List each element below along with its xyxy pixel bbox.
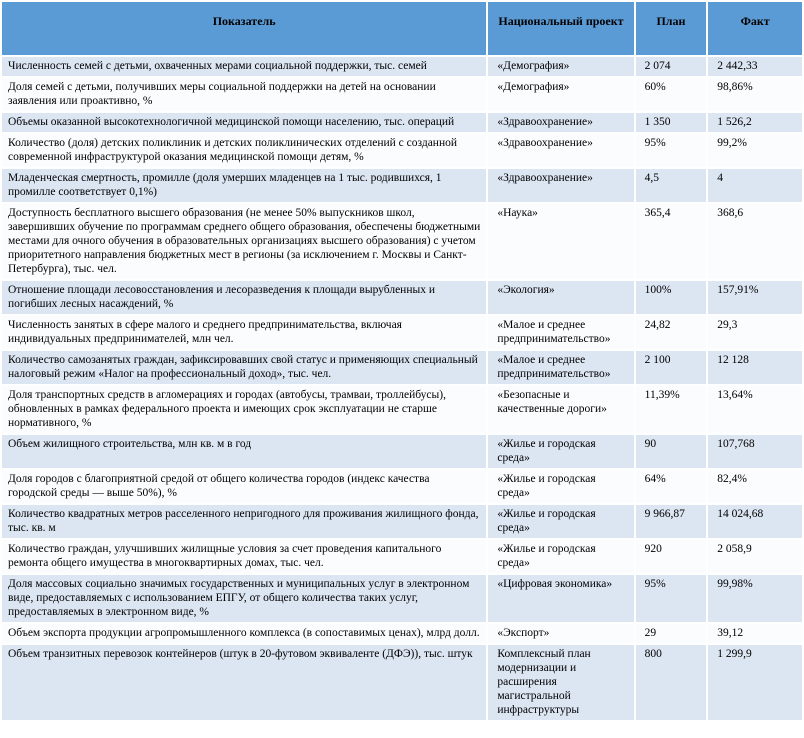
project-cell: «Экспорт» [488,624,633,643]
project-cell: «Экология» [488,281,633,314]
table-row [2,169,802,202]
table-row [2,386,802,433]
fact-cell: 368,6 [708,204,802,279]
fact-cell: 99,2% [708,134,802,167]
fact-cell: 13,64% [708,386,802,433]
header-row [2,2,802,55]
fact-cell: 39,12 [708,624,802,643]
column-header-fact: Факт [708,2,802,55]
project-cell: «Здравоохранение» [488,169,633,202]
project-cell: «Цифровая экономика» [488,575,633,622]
column-header-national-project: Национальный проект [488,2,633,55]
project-cell: «Малое и среднее предпринимательство» [488,351,633,384]
indicator-cell: Доступность бесплатного высшего образования (не менее 50% выпускников школ, завершивших обучение по программам среднего общего образования, обеспечены бюджетными местами для очного обучения в образовательных организациях высшего образования) с учетом приоритетного направления бюджетных мест в регионы (за исключением г. Москвы и Санкт-Петербурга), тыс. чел. [2,204,486,279]
plan-cell: 64% [636,470,707,503]
table-body [2,57,802,720]
fact-cell: 1 299,9 [708,645,802,720]
table-row [2,351,802,384]
project-cell: «Демография» [488,57,633,76]
fact-cell: 98,86% [708,78,802,111]
project-cell: «Безопасные и качественные дороги» [488,386,633,433]
table-row [2,57,802,76]
project-cell: «Жилье и городская среда» [488,505,633,538]
plan-cell: 95% [636,134,707,167]
column-header-indicator: Показатель [2,2,486,55]
plan-cell: 60% [636,78,707,111]
indicator-cell: Доля городов с благоприятной средой от общего количества городов (индекс качества городской среды — выше 50%), % [2,470,486,503]
table-row [2,281,802,314]
indicator-cell: Количество самозанятых граждан, зафиксировавших свой статус и применяющих специальный налоговый режим «Налог на профессиональный доход», тыс. чел. [2,351,486,384]
project-cell: «Жилье и городская среда» [488,540,633,573]
fact-cell: 14 024,68 [708,505,802,538]
fact-cell: 99,98% [708,575,802,622]
plan-cell: 24,82 [636,316,707,349]
plan-cell: 11,39% [636,386,707,433]
plan-cell: 100% [636,281,707,314]
table-row [2,505,802,538]
table-row [2,540,802,573]
table-row [2,645,802,720]
table-row [2,113,802,132]
table-row [2,78,802,111]
plan-cell: 95% [636,575,707,622]
indicator-cell: Численность занятых в сфере малого и среднего предпринимательства, включая индивидуальных предпринимателей, млн чел. [2,316,486,349]
project-cell: «Демография» [488,78,633,111]
table-row [2,624,802,643]
plan-cell: 2 074 [636,57,707,76]
plan-cell: 920 [636,540,707,573]
fact-cell: 2 058,9 [708,540,802,573]
fact-cell: 157,91% [708,281,802,314]
plan-cell: 800 [636,645,707,720]
plan-cell: 29 [636,624,707,643]
project-cell: «Жилье и городская среда» [488,435,633,468]
fact-cell: 1 526,2 [708,113,802,132]
table-row [2,575,802,622]
table-row [2,470,802,503]
table-row [2,204,802,279]
plan-cell: 1 350 [636,113,707,132]
indicator-cell: Численность семей с детьми, охваченных мерами социальной поддержки, тыс. семей [2,57,486,76]
plan-cell: 9 966,87 [636,505,707,538]
project-cell: «Малое и среднее предпринимательство» [488,316,633,349]
plan-cell: 90 [636,435,707,468]
project-cell: Комплексный план модернизации и расширения магистральной инфраструктуры [488,645,633,720]
table-row [2,316,802,349]
indicator-cell: Количество квадратных метров расселенного непригодного для проживания жилищного фонда, тыс. кв. м [2,505,486,538]
fact-cell: 4 [708,169,802,202]
indicator-cell: Доля семей с детьми, получивших меры социальной поддержки на детей на основании заявления или проактивно, % [2,78,486,111]
plan-cell: 4,5 [636,169,707,202]
indicator-cell: Объем транзитных перевозок контейнеров (штук в 20-футовом эквиваленте (ДФЭ)), тыс. штук [2,645,486,720]
fact-cell: 29,3 [708,316,802,349]
project-cell: «Наука» [488,204,633,279]
table-row [2,134,802,167]
indicator-cell: Младенческая смертность, промилле (доля умерших младенцев на 1 тыс. родившихся, 1 промилле соответствует 0,1%) [2,169,486,202]
column-header-plan: План [636,2,707,55]
project-cell: «Здравоохранение» [488,113,633,132]
indicator-cell: Доля массовых социально значимых государственных и муниципальных услуг в электронном виде, предоставляемых с использованием ЕПГУ, от общего количества таких услуг, предоставляемых в электронном виде, % [2,575,486,622]
indicator-cell: Количество (доля) детских поликлиник и детских поликлинических отделений с созданной современной инфраструктурой оказания медицинской помощи детям, % [2,134,486,167]
indicator-cell: Объемы оказанной высокотехнологичной медицинской помощи населению, тыс. операций [2,113,486,132]
project-cell: «Жилье и городская среда» [488,470,633,503]
indicator-cell: Объем экспорта продукции агропромышленного комплекса (в сопоставимых ценах), млрд долл. [2,624,486,643]
fact-cell: 82,4% [708,470,802,503]
indicator-cell: Отношение площади лесовосстановления и лесоразведения к площади вырубленных и погибших лесных насаждений, % [2,281,486,314]
indicator-cell: Объем жилищного строительства, млн кв. м в год [2,435,486,468]
fact-cell: 2 442,33 [708,57,802,76]
table-row [2,435,802,468]
indicator-cell: Доля транспортных средств в агломерациях и городах (автобусы, трамваи, троллейбусы), обновленных в рамках федерального проекта и имеющих срок эксплуатации не старше нормативного, % [2,386,486,433]
plan-cell: 365,4 [636,204,707,279]
indicator-cell: Количество граждан, улучшивших жилищные условия за счет проведения капитального ремонта общего имущества в многоквартирных домах, тыс. чел. [2,540,486,573]
fact-cell: 12 128 [708,351,802,384]
project-cell: «Здравоохранение» [488,134,633,167]
fact-cell: 107,768 [708,435,802,468]
plan-cell: 2 100 [636,351,707,384]
